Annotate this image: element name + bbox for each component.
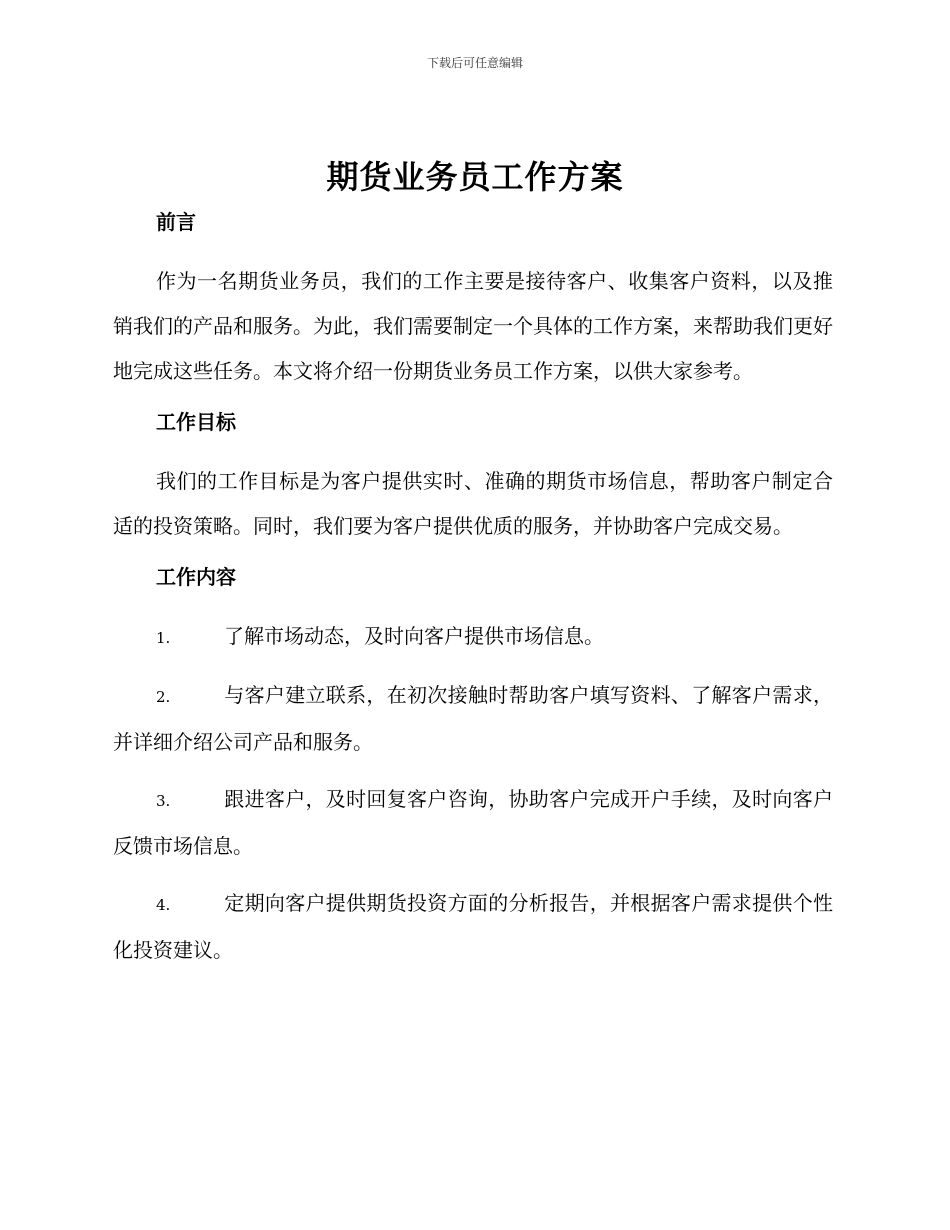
document-title: 期货业务员工作方案	[326, 158, 624, 196]
list-item	[113, 777, 833, 869]
preface-paragraph: 作为一名期货业务员，我们的工作主要是接待客户、收集客户资料，以及推销我们的产品和服务。为此，我们需要制定一个具体的工作方案，来帮助我们更好地完成这些任务。本文将介绍一份期货业务员工作方案，以供大家参考。	[113, 269, 833, 383]
list-item	[113, 614, 833, 661]
section-heading-preface: 前言	[156, 210, 196, 234]
list-item	[113, 881, 833, 973]
list-item-number: 2.	[156, 688, 171, 706]
section-heading-content: 工作内容	[156, 565, 236, 589]
list-item-text: 与客户建立联系，在初次接触时帮助客户填写资料、了解客户需求，并详细介绍公司产品和服务。	[113, 683, 833, 754]
list-item-text: 跟进客户，及时回复客户咨询，协助客户完成开户手续，及时向客户反馈市场信息。	[113, 787, 833, 858]
document-body	[113, 206, 833, 985]
list-item-number: 3.	[156, 792, 171, 810]
goal-paragraph: 我们的工作目标是为客户提供实时、准确的期货市场信息，帮助客户制定合适的投资策略。同时，我们要为客户提供优质的服务，并协助客户完成交易。	[113, 469, 833, 538]
list-item-number: 1.	[156, 629, 171, 647]
list-item-text: 了解市场动态，及时向客户提供市场信息。	[224, 624, 604, 648]
list-item	[113, 673, 833, 765]
section-heading-goal: 工作目标	[156, 410, 236, 434]
page-header-note: 下载后可任意编辑	[426, 56, 523, 70]
list-item-text: 定期向客户提供期货投资方面的分析报告，并根据客户需求提供个性化投资建议。	[113, 891, 833, 962]
list-item-number: 4.	[156, 896, 171, 914]
